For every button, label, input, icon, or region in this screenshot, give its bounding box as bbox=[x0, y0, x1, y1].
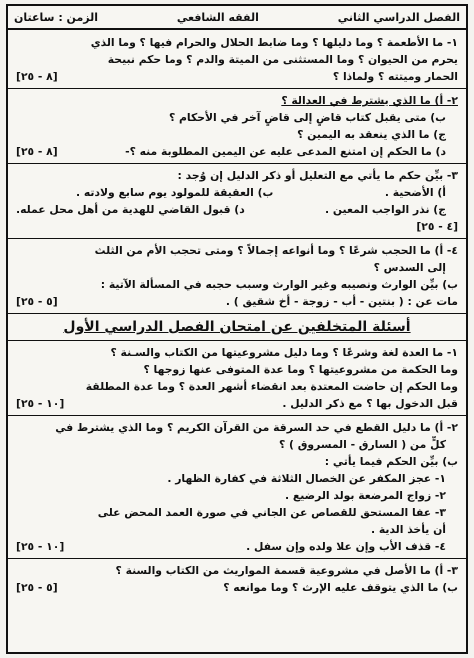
exam-body bbox=[8, 30, 466, 596]
question-4-last-row bbox=[16, 293, 458, 310]
divider bbox=[8, 238, 466, 239]
question-4-b-line-2: مات عن : ( بنتين - أب - زوجة - أخ شقيق ) . bbox=[225, 295, 458, 308]
question-3 bbox=[16, 167, 458, 235]
question-3-marks: [٤ - ٢٥] bbox=[416, 220, 458, 233]
question-3-d: د) قبول القاضي للهدية من أهل محل عمله. bbox=[16, 203, 245, 216]
question-4-a-line-1: ٤- أ) ما الحجب شرعًا ؟ وما أنواعه إجمالاً ؟ ومتى تحجب الأم من الثلث bbox=[94, 244, 458, 257]
makeup-question-1-line-2: وما الحكمة من مشروعيتها ؟ وما عدة المتوفى عنها زوجها ؟ bbox=[143, 363, 458, 376]
question-3-c: ج) نذر الواجب المعين . bbox=[324, 203, 446, 216]
divider bbox=[8, 415, 466, 416]
makeup-question-1 bbox=[16, 344, 458, 412]
makeup-question-3-marks: [٥ - ٢٥] bbox=[16, 581, 58, 594]
makeup-question-3-a: ٣- أ) ما الأصل في مشروعية قسمة المواريث من الكتاب والسنة ؟ bbox=[115, 564, 458, 577]
question-1-marks: [٨ - ٢٥] bbox=[16, 70, 58, 83]
makeup-question-2-item-2: ٢- زواج المرضعة بولد الرضيع . bbox=[285, 489, 446, 502]
question-3-ab bbox=[16, 184, 458, 201]
question-3-a: أ) الأضحية . bbox=[384, 186, 446, 199]
exam-page bbox=[6, 4, 468, 654]
exam-header bbox=[8, 6, 466, 30]
makeup-question-2-item-4: ٤- قذف الأب وإن علا ولده وإن سفل . bbox=[246, 540, 446, 553]
makeup-question-3-b: ب) ما الذي يتوقف عليه الإرث ؟ وما موانعه ؟ bbox=[223, 581, 458, 594]
divider bbox=[8, 88, 466, 89]
divider bbox=[8, 313, 466, 314]
makeup-question-3-last-row bbox=[16, 579, 458, 596]
question-4 bbox=[16, 242, 458, 310]
question-1-line-3: الحمار وميتته ؟ ولماذا ؟ bbox=[332, 70, 458, 83]
question-4-b-line-1: ب) بيِّن الوارث ونصيبه وغير الوارث وسبب حجبه في المسألة الآتية : bbox=[100, 278, 458, 291]
makeup-question-2-a-line-1: ٢- أ) ما دليل القطع في حد السرقة من القرآن الكريم ؟ وما الذي يشترط في bbox=[55, 421, 458, 434]
question-1-line-1: ١- ما الأطعمة ؟ وما دليلها ؟ وما ضابط الحلال والحرام فيها ؟ وما الذي bbox=[90, 36, 458, 49]
question-3-b: ب) العقيقة للمولود يوم سابع ولادته . bbox=[76, 186, 274, 199]
question-2-d: د) ما الحكم إن امتنع المدعى عليه عن اليمين المطلوبة منه ؟- bbox=[125, 145, 446, 158]
makeup-question-1-marks: [١٠ - ٢٥] bbox=[16, 397, 65, 410]
question-4-marks: [٥ - ٢٥] bbox=[16, 295, 58, 308]
question-2 bbox=[16, 92, 458, 160]
question-3-intro: ٣- بيِّن حكم ما يأتي مع التعليل أو ذكر الدليل إن وُجد : bbox=[177, 169, 458, 182]
question-2-b: ب) متى يقبل كتاب قاضٍ إلى قاضٍ آخر في الأحكام ؟ bbox=[168, 111, 446, 124]
makeup-question-1-last-row bbox=[16, 395, 458, 412]
makeup-question-1-line-3: وما الحكم إن حاضت المعتدة بعد انقضاء أشهر العدة ؟ وما عدة المطلقة bbox=[85, 380, 458, 393]
duration-label: الزمن : ساعتان bbox=[14, 10, 98, 24]
question-1-last-row bbox=[16, 68, 458, 85]
divider bbox=[8, 340, 466, 341]
question-1 bbox=[16, 34, 458, 85]
makeup-question-1-line-4: قبل الدخول بها ؟ مع ذكر الدليل . bbox=[282, 397, 458, 410]
makeup-section-title: أسئلة المتخلفين عن امتحان الفصل الدراسي الأول bbox=[63, 319, 411, 335]
makeup-question-3 bbox=[16, 562, 458, 596]
question-3-cd bbox=[16, 201, 458, 218]
question-4-a-line-2: إلى السدس ؟ bbox=[373, 261, 446, 274]
makeup-question-2-item-3-line-1: ٣- عفا المستحق للقصاص عن الجاني في صورة العمد المحض على bbox=[97, 506, 446, 519]
divider bbox=[8, 558, 466, 559]
makeup-question-2-item-1: ١- عجز المكفر عن الخصال الثلاثة في كفارة الظهار . bbox=[167, 472, 446, 485]
question-2-marks: [٨ - ٢٥] bbox=[16, 145, 58, 158]
question-1-line-2: يحرم من الحيوان ؟ وما المستثنى من الميتة والدم ؟ وما حكم نبيحة bbox=[107, 53, 458, 66]
makeup-question-2 bbox=[16, 419, 458, 555]
semester-label: الفصل الدراسي الثاني bbox=[337, 10, 460, 24]
makeup-question-2-b: ب) بيِّن الحكم فيما يأتي : bbox=[324, 455, 458, 468]
makeup-question-2-a-line-2: كلٍّ من ( السارق - المسروق ) ؟ bbox=[279, 438, 446, 451]
question-2-last-row bbox=[16, 143, 458, 160]
question-2-a: ٢- أ) ما الذي يشترط في العدالة ؟ bbox=[281, 94, 458, 107]
makeup-question-2-last-row bbox=[16, 538, 458, 555]
makeup-question-2-marks: [١٠ - ٢٥] bbox=[16, 540, 65, 553]
divider bbox=[8, 163, 466, 164]
question-2-c: ج) ما الذي ينعقد به اليمين ؟ bbox=[297, 128, 446, 141]
subject-title: الفقه الشافعي bbox=[176, 10, 259, 24]
makeup-question-1-line-1: ١- ما العدة لغة وشرعًا ؟ وما دليل مشروعيتها من الكتاب والسـنة ؟ bbox=[110, 346, 458, 359]
makeup-question-2-item-3-line-2: أن يأخذ الدية . bbox=[370, 523, 446, 536]
